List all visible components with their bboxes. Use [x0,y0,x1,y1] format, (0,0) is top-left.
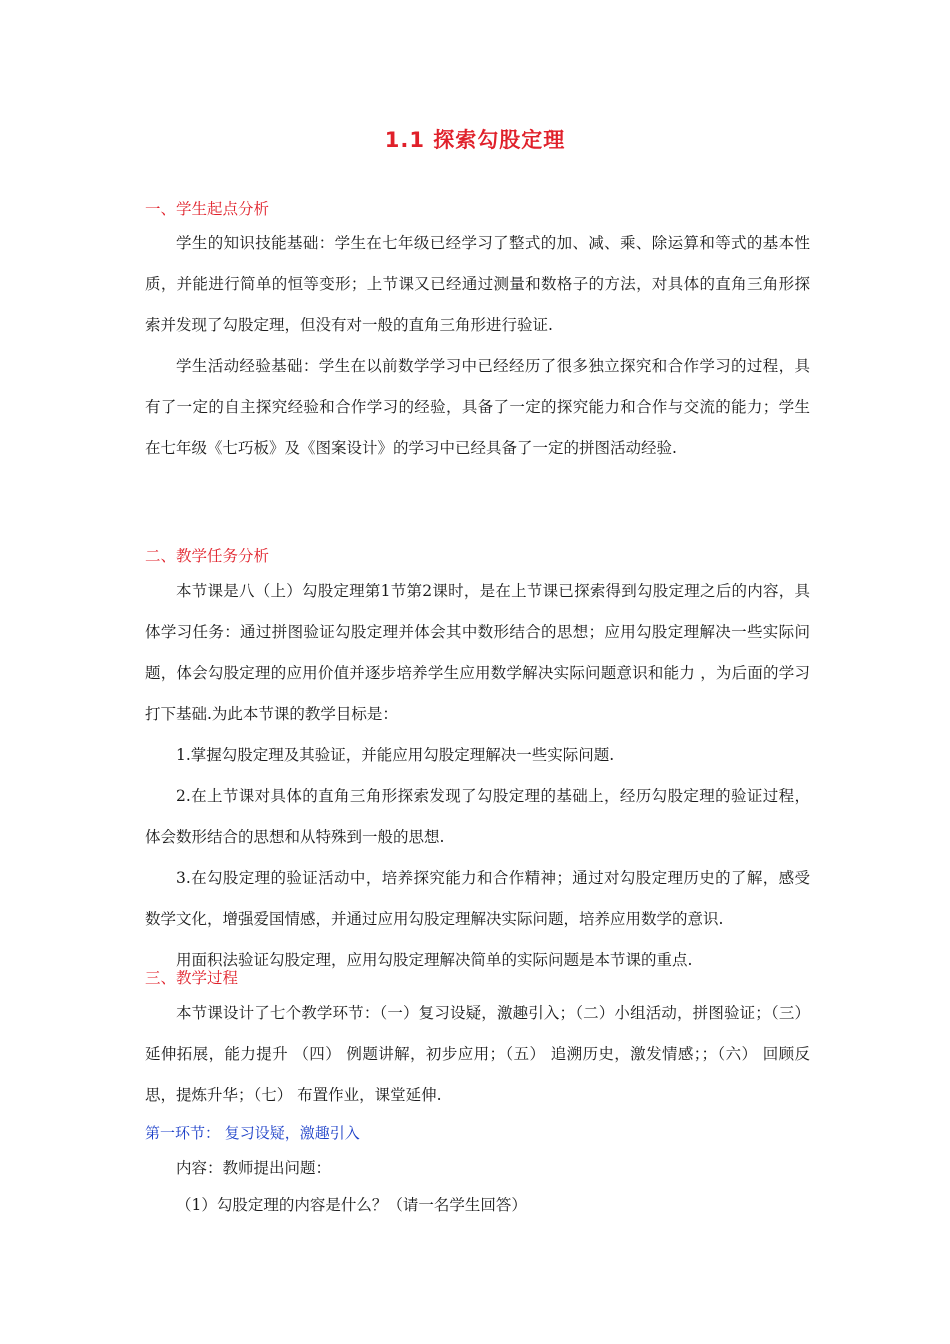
paragraph-key-point: 用面积法验证勾股定理，应用勾股定理解决简单的实际问题是本节课的重点. [176,951,693,969]
paragraph-task-intro: 本节课是八（上）勾股定理第1节第2课时，是在上节课已探索得到勾股定理之后的内容，具体学习任务：通过拼图验证勾股定理并体会其中数形结合的思想；应用勾股定理解决一些实际问题，体会勾股定理的应用价值并逐步培养学生应用数学解决实际问题意识和能力 ，为后面的学习打下基础.为此本节课的教学目标是： [145,582,810,723]
section-heading-student-analysis: 一、学生起点分析 [145,200,270,218]
section-task-analysis-body [145,571,810,981]
section-teaching-process-body [145,993,810,1116]
goal-item-3: 3.在勾股定理的验证活动中，培养探究能力和合作精神；通过对勾股定理历史的了解，感受数学文化，增强爱国情感，并通过应用勾股定理解决实际问题，培养应用数学的意识. [145,869,810,928]
paragraph-knowledge-basis: 学生的知识技能基础：学生在七年级已经学习了整式的加、减、乘、除运算和等式的基本性质，并能进行简单的恒等变形；上节课又已经通过测量和数格子的方法，对具体的直角三角形探索并发现了勾股定理，但没有对一般的直角三角形进行验证. [145,234,810,334]
paragraph-process-overview: 本节课设计了七个教学环节：（一）复习设疑，激趣引入；（二）小组活动，拼图验证；（三）延伸拓展，能力提升 （四） 例题讲解，初步应用；（五） 追溯历史，激发情感；；（六） 回顾反思，提炼升华；（七） 布置作业，课堂延伸. [145,1004,810,1104]
content-label: 内容：教师提出问题： [176,1159,332,1177]
section-heading-task-analysis: 二、教学任务分析 [145,547,270,565]
paragraph-activity-basis: 学生活动经验基础：学生在以前数学学习中已经经历了很多独立探究和合作学习的过程，具有了一定的自主探究经验和合作学习的经验，具备了一定的探究能力和合作与交流的能力；学生在七年级《七巧板》及《图案设计》的学习中已经具备了一定的拼图活动经验. [145,357,810,457]
section-student-analysis-body [145,223,810,469]
goal-item-1: 1.掌握勾股定理及其验证，并能应用勾股定理解决一些实际问题. [176,746,615,764]
goal-item-2: 2.在上节课对具体的直角三角形探索发现了勾股定理的基础上，经历勾股定理的验证过程，体会数形结合的思想和从特殊到一般的思想. [145,787,810,846]
question-1: （1）勾股定理的内容是什么？（请一名学生回答） [176,1196,527,1214]
page-title: 1.1 探索勾股定理 [384,128,566,152]
subsection-heading-step-one: 第一环节： 复习设疑，激趣引入 [145,1124,360,1142]
section-heading-teaching-process: 三、教学过程 [145,969,239,987]
